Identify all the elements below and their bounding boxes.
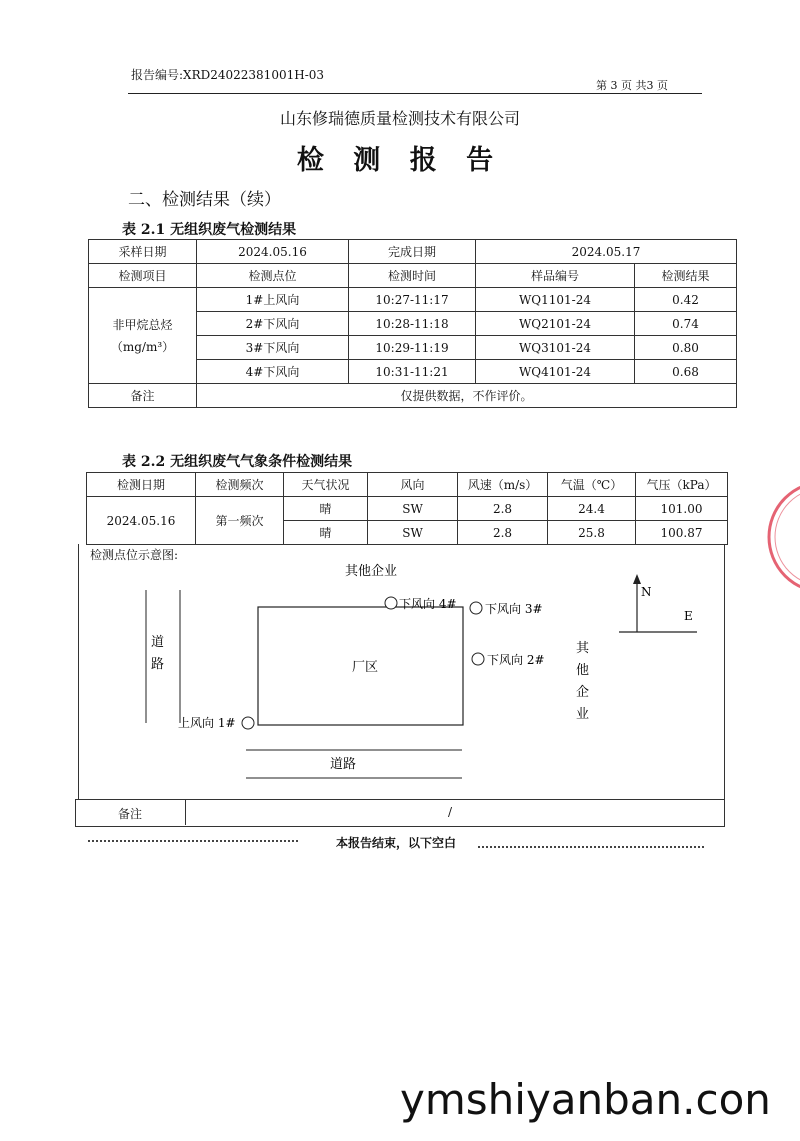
point-4-label: 下风向 4# (399, 597, 457, 611)
vertical-char: 路 (151, 657, 165, 672)
wind-dir-cell: SW (368, 521, 458, 545)
table2-header: 检测日期 (87, 473, 196, 497)
result-cell: 0.74 (635, 312, 737, 336)
point-cell: 3#下风向 (197, 336, 349, 360)
remark-value: 仅提供数据，不作评价。 (197, 384, 737, 408)
table2-caption: 表 2.2 无组织废气气象条件检测结果 (122, 454, 353, 470)
table1-header: 检测点位 (197, 264, 349, 288)
point-cell: 1#上风向 (197, 288, 349, 312)
remark-label: 备注 (89, 384, 197, 408)
time-cell: 10:28-11:18 (349, 312, 476, 336)
sample-date: 2024.05.16 (197, 240, 349, 264)
table1-header: 检测时间 (349, 264, 476, 288)
temp-cell: 24.4 (548, 497, 636, 521)
company-name: 山东修瑞德质量检测技术有限公司 (279, 109, 520, 128)
point-1-label: 上风向 1# (178, 716, 236, 730)
report-title: 检 测 报 告 (296, 145, 504, 176)
north-arrow-head (633, 574, 641, 584)
section-title: 二、检测结果（续） (128, 190, 281, 210)
vertical-char: 其 (576, 641, 590, 656)
table2-header: 检测频次 (196, 473, 284, 497)
bottom-road-label: 道路 (330, 757, 357, 772)
sample-cell: WQ4101-24 (476, 360, 635, 384)
item-unit: （mg/m³） (110, 339, 175, 354)
table2-header: 气压（kPa） (636, 473, 728, 497)
result-cell: 0.68 (635, 360, 737, 384)
wind-speed-cell: 2.8 (458, 497, 548, 521)
point-1-marker (242, 717, 254, 729)
pressure-cell: 101.00 (636, 497, 728, 521)
wind-speed-cell: 2.8 (458, 521, 548, 545)
sample-date-label: 采样日期 (89, 240, 197, 264)
point-3-marker (470, 602, 482, 614)
time-cell: 10:29-11:19 (349, 336, 476, 360)
point-4-marker (385, 597, 397, 609)
point-cell: 2#下风向 (197, 312, 349, 336)
left-road-label (151, 635, 164, 672)
red-seal (764, 477, 800, 597)
remark2-divider (185, 799, 186, 825)
table1-header: 检测结果 (635, 264, 737, 288)
weather-cell: 晴 (284, 521, 368, 545)
point-2-marker (472, 653, 484, 665)
finish-date: 2024.05.17 (476, 240, 737, 264)
remark2-value: / (448, 805, 453, 819)
table1-caption: 表 2.1 无组织废气检测结果 (122, 222, 297, 238)
point-3-label: 下风向 3# (485, 602, 543, 616)
sample-cell: WQ1101-24 (476, 288, 635, 312)
page-info: 第 3 页 共3 页 (596, 79, 668, 92)
table2-header: 风向 (368, 473, 458, 497)
table1-header: 样品编号 (476, 264, 635, 288)
item-name: 非甲烷总烃 (112, 317, 173, 332)
pressure-cell: 100.87 (636, 521, 728, 545)
date-cell: 2024.05.16 (87, 497, 196, 545)
finish-date-label: 完成日期 (349, 240, 476, 264)
end-of-report: 本报告结束，以下空白 (335, 836, 456, 850)
point-cell: 4#下风向 (197, 360, 349, 384)
top-neighbor-label: 其他企业 (345, 564, 398, 579)
table2-header: 气温（℃） (548, 473, 636, 497)
vertical-char: 企 (576, 685, 590, 700)
right-neighbor-label (576, 640, 590, 722)
temp-cell: 25.8 (548, 521, 636, 545)
remark2-label: 备注 (117, 807, 142, 821)
vertical-char: 他 (576, 663, 590, 678)
watermark-text: ymshiyanban.con (400, 1075, 771, 1124)
sample-cell: WQ3101-24 (476, 336, 635, 360)
table1-header: 检测项目 (89, 264, 197, 288)
table2-header: 天气状况 (284, 473, 368, 497)
wind-dir-cell: SW (368, 497, 458, 521)
table2-header: 风速（m/s） (458, 473, 548, 497)
diagram-caption: 检测点位示意图: (90, 548, 179, 562)
point-2-label: 下风向 2# (487, 653, 545, 667)
frequency-cell: 第一频次 (196, 497, 284, 545)
sample-cell: WQ2101-24 (476, 312, 635, 336)
weather-cell: 晴 (284, 497, 368, 521)
north-label: N (641, 585, 652, 599)
time-cell: 10:31-11:21 (349, 360, 476, 384)
factory-label: 厂区 (352, 660, 379, 675)
east-label: E (684, 609, 693, 623)
time-cell: 10:27-11:17 (349, 288, 476, 312)
result-cell: 0.80 (635, 336, 737, 360)
report-number: 报告编号:XRD24022381001H-03 (131, 68, 325, 82)
vertical-char: 道 (151, 635, 165, 650)
vertical-char: 业 (576, 707, 590, 722)
result-cell: 0.42 (635, 288, 737, 312)
